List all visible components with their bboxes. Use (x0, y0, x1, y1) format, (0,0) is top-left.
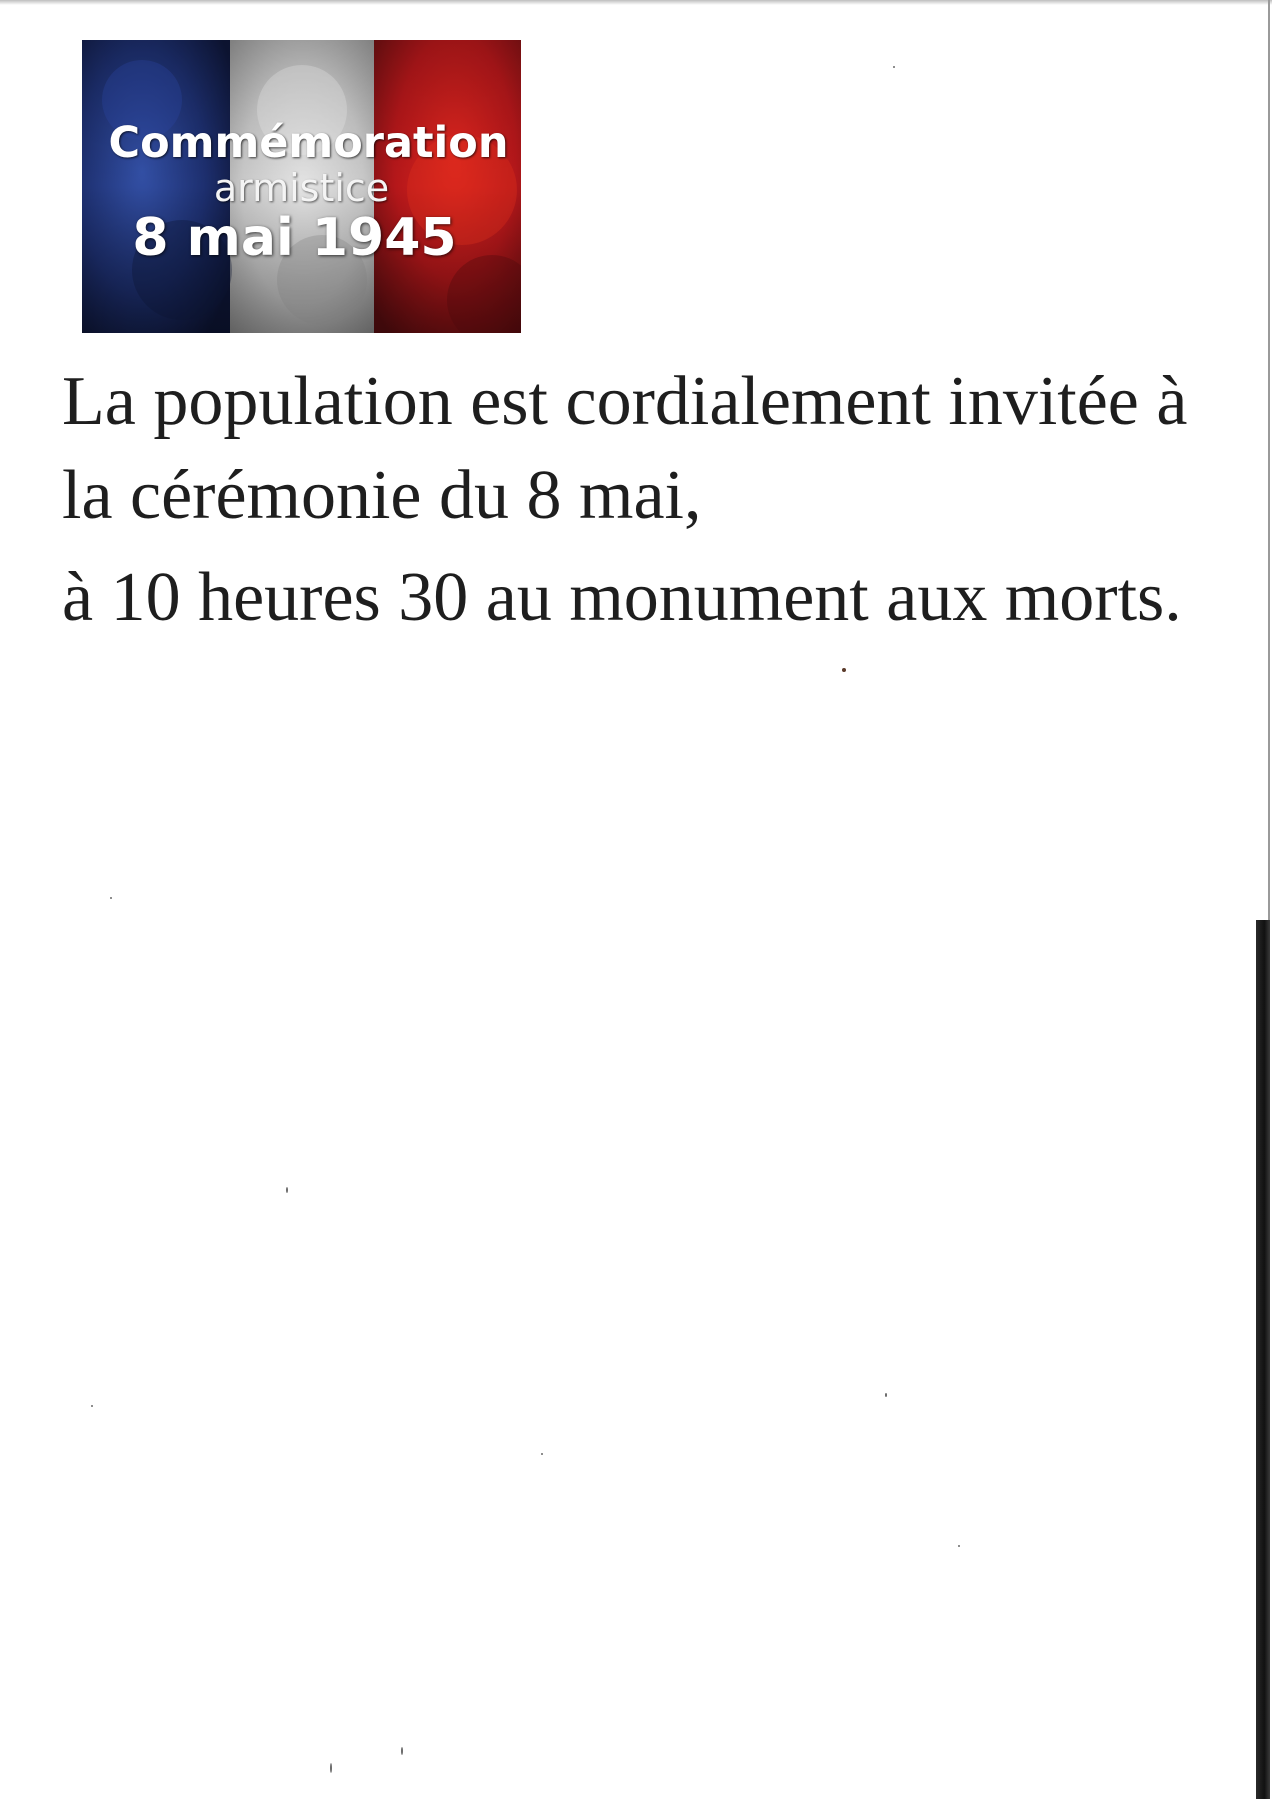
scan-speck (541, 1453, 543, 1455)
commemoration-banner (82, 40, 521, 333)
scan-speck (401, 1747, 403, 1755)
scan-speck (91, 1405, 93, 1407)
scan-speck (330, 1763, 332, 1773)
scan-top-edge (0, 0, 1272, 5)
scan-speck (893, 66, 895, 68)
scan-shadow-strip (1256, 920, 1270, 1799)
banner-subtitle: armistice (213, 166, 390, 210)
scan-speck (842, 668, 846, 672)
announcement-paragraph-invitation: La population est cordialement invitée à la cérémonie du 8 mai, (62, 363, 1188, 534)
banner-date: 8 mai 1945 (132, 208, 457, 268)
announcement-text (62, 355, 1212, 645)
banner-title: Commémoration (108, 118, 509, 168)
scan-speck (885, 1393, 887, 1397)
banner-caption (82, 40, 521, 333)
announcement-paragraph-time-place: à 10 heures 30 au monument aux morts. (62, 559, 1182, 636)
scan-speck (286, 1187, 288, 1193)
scan-speck (958, 1545, 960, 1547)
scan-speck (110, 897, 112, 899)
